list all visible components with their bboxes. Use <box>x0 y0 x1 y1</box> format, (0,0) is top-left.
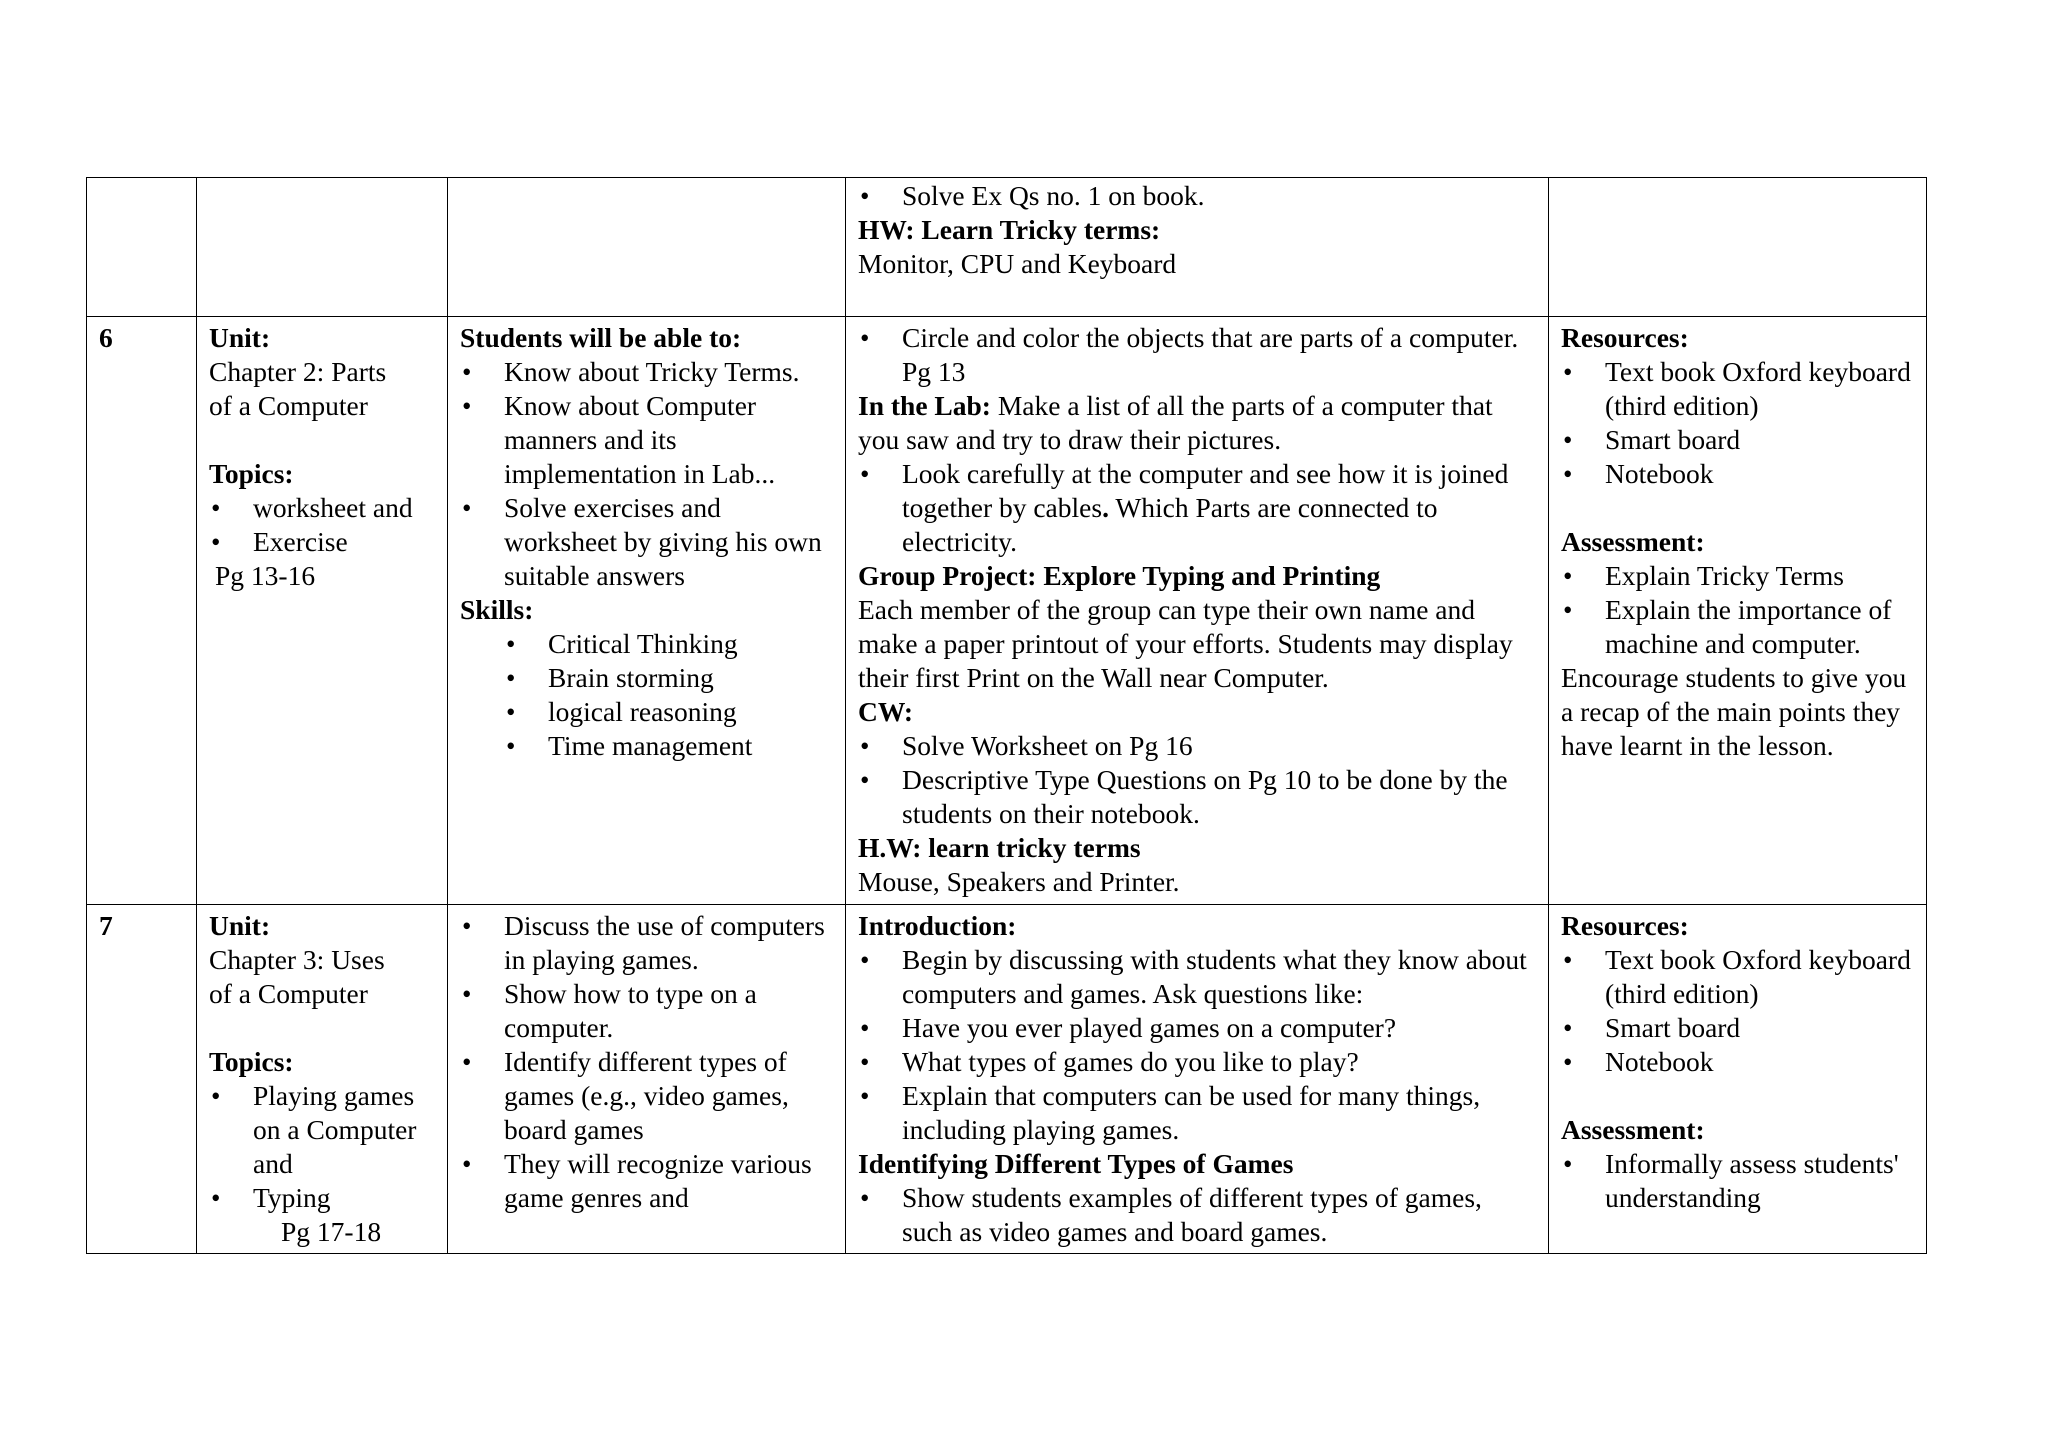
week-number: 6 <box>99 322 113 353</box>
lesson-plan-table <box>86 177 1927 1254</box>
assessment-text: Encourage students to give you a recap of the main points they have learnt in the lesson. <box>1561 662 1907 761</box>
week-cell <box>87 178 197 317</box>
list-item: • logical reasoning <box>460 695 833 729</box>
week-cell <box>87 317 197 905</box>
lab-text: Make a list of all the parts of a computer that you saw and try to draw their pictures. <box>858 390 1493 455</box>
list-item: • Know about Computer manners and its implementation in Lab... <box>460 389 833 491</box>
resources-label: Resources: <box>1561 910 1689 941</box>
activities-cell <box>846 178 1549 317</box>
list-item: • Explain the importance of machine and computer. <box>1561 593 1914 661</box>
chapter-title: Chapter 2: Parts <box>209 356 387 387</box>
week-cell <box>87 905 197 1254</box>
objectives-cell <box>448 317 846 905</box>
list-item: • They will recognize various game genres and <box>460 1147 833 1215</box>
objectives-heading: Students will be able to: <box>460 322 742 353</box>
activities-cell <box>846 905 1549 1254</box>
topics-label: Topics: <box>209 1046 294 1077</box>
list-item-text: Which Parts are connected to electricity. <box>902 492 1438 557</box>
assessment-label: Assessment: <box>1561 1114 1705 1145</box>
page-range: Pg 13-16 <box>215 560 316 591</box>
resources-cell <box>1549 178 1927 317</box>
homework-text: Mouse, Speakers and Printer. <box>858 866 1180 897</box>
activities-cell <box>846 317 1549 905</box>
list-item-text: . <box>1102 492 1109 523</box>
list-item: • Know about Tricky Terms. <box>460 355 833 389</box>
list-item: • Smart board <box>1549 423 1915 457</box>
page-range: Pg 17-18 <box>281 1216 382 1247</box>
table-row <box>87 178 1927 317</box>
table-row <box>87 317 1927 905</box>
list-item: • Notebook <box>1549 457 1915 491</box>
list-item: • Show how to type on a computer. <box>460 977 833 1045</box>
list-item: • Begin by discussing with students what they know about computers and games. Ask questions like: <box>858 943 1536 1011</box>
list-item: • Solve exercises and worksheet by giving his own suitable answers <box>460 491 833 593</box>
resources-cell <box>1549 317 1927 905</box>
list-item: • Explain that computers can be used for many things, including playing games. <box>858 1079 1536 1147</box>
homework-text: Monitor, CPU and Keyboard <box>858 248 1177 279</box>
topics-label: Topics: <box>209 458 294 489</box>
homework-label: HW: Learn Tricky terms: <box>858 214 1161 245</box>
list-item: • Descriptive Type Questions on Pg 10 to be done by the students on their notebook. <box>858 763 1536 831</box>
list-item: • Solve Worksheet on Pg 16 <box>858 729 1536 763</box>
classwork-label: CW: <box>858 696 913 727</box>
list-item: • Informally assess students' understanding <box>1561 1147 1914 1215</box>
list-item: • Time management <box>460 729 833 763</box>
list-item: • What types of games do you like to play? <box>858 1045 1536 1079</box>
objectives-cell <box>448 905 846 1254</box>
group-project-text: Each member of the group can type their own name and make a paper printout of your efforts. Students may display their first Print on the Wall near Computer. <box>858 594 1513 693</box>
unit-label: Unit: <box>209 910 271 941</box>
homework-label: H.W: learn tricky terms <box>858 832 1141 863</box>
list-item: • Typing <box>209 1181 435 1215</box>
assessment-label: Assessment: <box>1561 526 1705 557</box>
list-item: • Brain storming <box>460 661 833 695</box>
week-number: 7 <box>99 910 113 941</box>
list-item: • Smart board <box>1549 1011 1915 1045</box>
chapter-title: Chapter 3: Uses <box>209 944 385 975</box>
list-item: • Explain Tricky Terms <box>1561 559 1914 593</box>
objectives-cell <box>448 178 846 317</box>
resources-cell <box>1549 905 1927 1254</box>
introduction-label: Introduction: <box>858 910 1017 941</box>
list-item: • Discuss the use of computers in playing games. <box>460 909 833 977</box>
list-item: • worksheet and <box>209 491 435 525</box>
skills-label: Skills: <box>460 594 534 625</box>
list-item-text: Look carefully at the computer and see how it is joined together by cables <box>902 458 1509 523</box>
lab-activity <box>858 389 1536 457</box>
unit-cell <box>197 178 448 317</box>
lab-label: In the Lab: <box>858 390 991 421</box>
list-item: • Show students examples of different types of games, such as video games and board games. <box>858 1181 1536 1249</box>
list-item: • Notebook <box>1549 1045 1915 1079</box>
list-item: • Circle and color the objects that are parts of a computer. Pg 13 <box>858 321 1536 389</box>
list-item: • Text book Oxford keyboard (third edition) <box>1549 355 1915 423</box>
list-item: • Have you ever played games on a computer? <box>858 1011 1536 1045</box>
chapter-title: of a Computer <box>209 978 368 1009</box>
resources-label: Resources: <box>1561 322 1689 353</box>
table-row <box>87 905 1927 1254</box>
list-item: • Playing games on a Computer and <box>209 1079 435 1181</box>
identify-games-label: Identifying Different Types of Games <box>858 1148 1294 1179</box>
list-item <box>858 457 1536 559</box>
list-item: • Text book Oxford keyboard (third edition) <box>1549 943 1915 1011</box>
list-item: • Exercise <box>209 525 435 559</box>
chapter-title: of a Computer <box>209 390 368 421</box>
list-item: • Critical Thinking <box>460 627 833 661</box>
unit-cell <box>197 317 448 905</box>
list-item: • Identify different types of games (e.g., video games, board games <box>460 1045 833 1147</box>
list-item: • Solve Ex Qs no. 1 on book. <box>858 179 1536 213</box>
unit-cell <box>197 905 448 1254</box>
group-project-label: Group Project: Explore Typing and Printing <box>858 560 1381 591</box>
unit-label: Unit: <box>209 322 271 353</box>
